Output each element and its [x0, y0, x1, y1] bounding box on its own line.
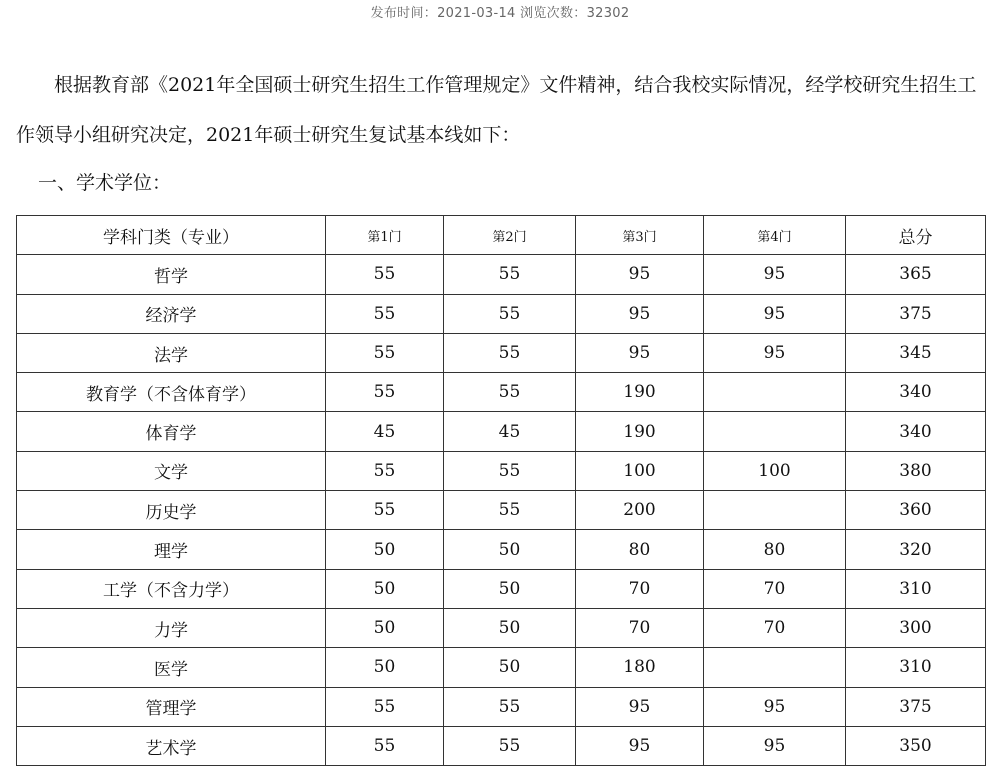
subject-3-cell: 70 — [576, 608, 704, 647]
subject-2-cell: 55 — [444, 491, 576, 530]
subject-4-cell: 80 — [704, 530, 846, 569]
subject-3-cell: 100 — [576, 451, 704, 490]
total-cell: 300 — [846, 608, 986, 647]
discipline-cell: 医学 — [17, 648, 326, 687]
subject-3-cell: 95 — [576, 294, 704, 333]
subject-2-cell: 45 — [444, 412, 576, 451]
discipline-cell: 理学 — [17, 530, 326, 569]
header-subject-1: 第1门 — [326, 216, 444, 255]
subject-4-cell: 100 — [704, 451, 846, 490]
view-count: 32302 — [586, 6, 630, 21]
subject-1-cell: 55 — [326, 687, 444, 726]
table-header-row — [17, 216, 986, 255]
subject-1-cell: 55 — [326, 373, 444, 412]
discipline-cell: 文学 — [17, 451, 326, 490]
discipline-cell: 历史学 — [17, 491, 326, 530]
total-cell: 345 — [846, 333, 986, 372]
subject-1-cell: 55 — [326, 333, 444, 372]
subject-4-cell: 95 — [704, 726, 846, 765]
discipline-cell: 力学 — [17, 608, 326, 647]
subject-2-cell: 50 — [444, 530, 576, 569]
discipline-cell: 法学 — [17, 333, 326, 372]
publish-date-label: 发布时间： — [370, 6, 438, 21]
table-row — [17, 726, 986, 765]
header-subject-2: 第2门 — [444, 216, 576, 255]
subject-4-cell: 70 — [704, 569, 846, 608]
subject-1-cell: 50 — [326, 530, 444, 569]
subject-1-cell: 55 — [326, 726, 444, 765]
total-cell: 340 — [846, 373, 986, 412]
subject-1-cell: 55 — [326, 491, 444, 530]
total-cell: 340 — [846, 412, 986, 451]
total-cell: 375 — [846, 294, 986, 333]
table-row — [17, 451, 986, 490]
subject-4-cell — [704, 648, 846, 687]
subject-1-cell: 50 — [326, 648, 444, 687]
subject-4-cell — [704, 491, 846, 530]
score-table — [16, 215, 986, 766]
subject-3-cell: 190 — [576, 412, 704, 451]
subject-3-cell: 95 — [576, 687, 704, 726]
subject-3-cell: 95 — [576, 333, 704, 372]
subject-4-cell: 95 — [704, 255, 846, 294]
discipline-cell: 工学（不含力学） — [17, 569, 326, 608]
subject-4-cell — [704, 373, 846, 412]
subject-1-cell: 50 — [326, 569, 444, 608]
section-title-academic: 一、学术学位： — [38, 172, 172, 194]
subject-4-cell: 70 — [704, 608, 846, 647]
subject-3-cell: 190 — [576, 373, 704, 412]
table-row — [17, 294, 986, 333]
header-subject-3: 第3门 — [576, 216, 704, 255]
subject-2-cell: 50 — [444, 608, 576, 647]
subject-4-cell — [704, 412, 846, 451]
subject-1-cell: 50 — [326, 608, 444, 647]
subject-1-cell: 45 — [326, 412, 444, 451]
subject-4-cell: 95 — [704, 294, 846, 333]
total-cell: 365 — [846, 255, 986, 294]
subject-2-cell: 50 — [444, 648, 576, 687]
discipline-cell: 哲学 — [17, 255, 326, 294]
total-cell: 380 — [846, 451, 986, 490]
header-subject-4: 第4门 — [704, 216, 846, 255]
table-row — [17, 373, 986, 412]
publish-date: 2021-03-14 — [437, 6, 516, 21]
subject-1-cell: 55 — [326, 255, 444, 294]
total-cell: 375 — [846, 687, 986, 726]
subject-2-cell: 55 — [444, 726, 576, 765]
subject-2-cell: 55 — [444, 255, 576, 294]
subject-4-cell: 95 — [704, 333, 846, 372]
view-count-label: 浏览次数： — [520, 6, 587, 21]
subject-3-cell: 95 — [576, 255, 704, 294]
subject-2-cell: 50 — [444, 569, 576, 608]
discipline-cell: 体育学 — [17, 412, 326, 451]
subject-3-cell: 80 — [576, 530, 704, 569]
total-cell: 350 — [846, 726, 986, 765]
score-table-body — [17, 255, 986, 766]
publish-meta — [0, 2, 1000, 21]
subject-3-cell: 70 — [576, 569, 704, 608]
discipline-cell: 艺术学 — [17, 726, 326, 765]
subject-2-cell: 55 — [444, 373, 576, 412]
subject-3-cell: 95 — [576, 726, 704, 765]
header-total: 总分 — [846, 216, 986, 255]
subject-2-cell: 55 — [444, 451, 576, 490]
total-cell: 310 — [846, 569, 986, 608]
table-row — [17, 333, 986, 372]
table-row — [17, 491, 986, 530]
table-row — [17, 687, 986, 726]
discipline-cell: 管理学 — [17, 687, 326, 726]
subject-1-cell: 55 — [326, 451, 444, 490]
subject-3-cell: 180 — [576, 648, 704, 687]
total-cell: 320 — [846, 530, 986, 569]
subject-2-cell: 55 — [444, 294, 576, 333]
total-cell: 360 — [846, 491, 986, 530]
discipline-cell: 教育学（不含体育学） — [17, 373, 326, 412]
table-row — [17, 412, 986, 451]
table-row — [17, 648, 986, 687]
header-discipline: 学科门类（专业） — [17, 216, 326, 255]
subject-2-cell: 55 — [444, 687, 576, 726]
intro-paragraph: 根据教育部《2021年全国硕士研究生招生工作管理规定》文件精神，结合我校实际情况，经学校研究生招生工作领导小组研究决定，2021年硕士研究生复试基本线如下： — [16, 74, 977, 146]
table-row — [17, 530, 986, 569]
table-row — [17, 569, 986, 608]
subject-4-cell: 95 — [704, 687, 846, 726]
table-row — [17, 608, 986, 647]
subject-3-cell: 200 — [576, 491, 704, 530]
table-row — [17, 255, 986, 294]
subject-1-cell: 55 — [326, 294, 444, 333]
total-cell: 310 — [846, 648, 986, 687]
subject-2-cell: 55 — [444, 333, 576, 372]
discipline-cell: 经济学 — [17, 294, 326, 333]
